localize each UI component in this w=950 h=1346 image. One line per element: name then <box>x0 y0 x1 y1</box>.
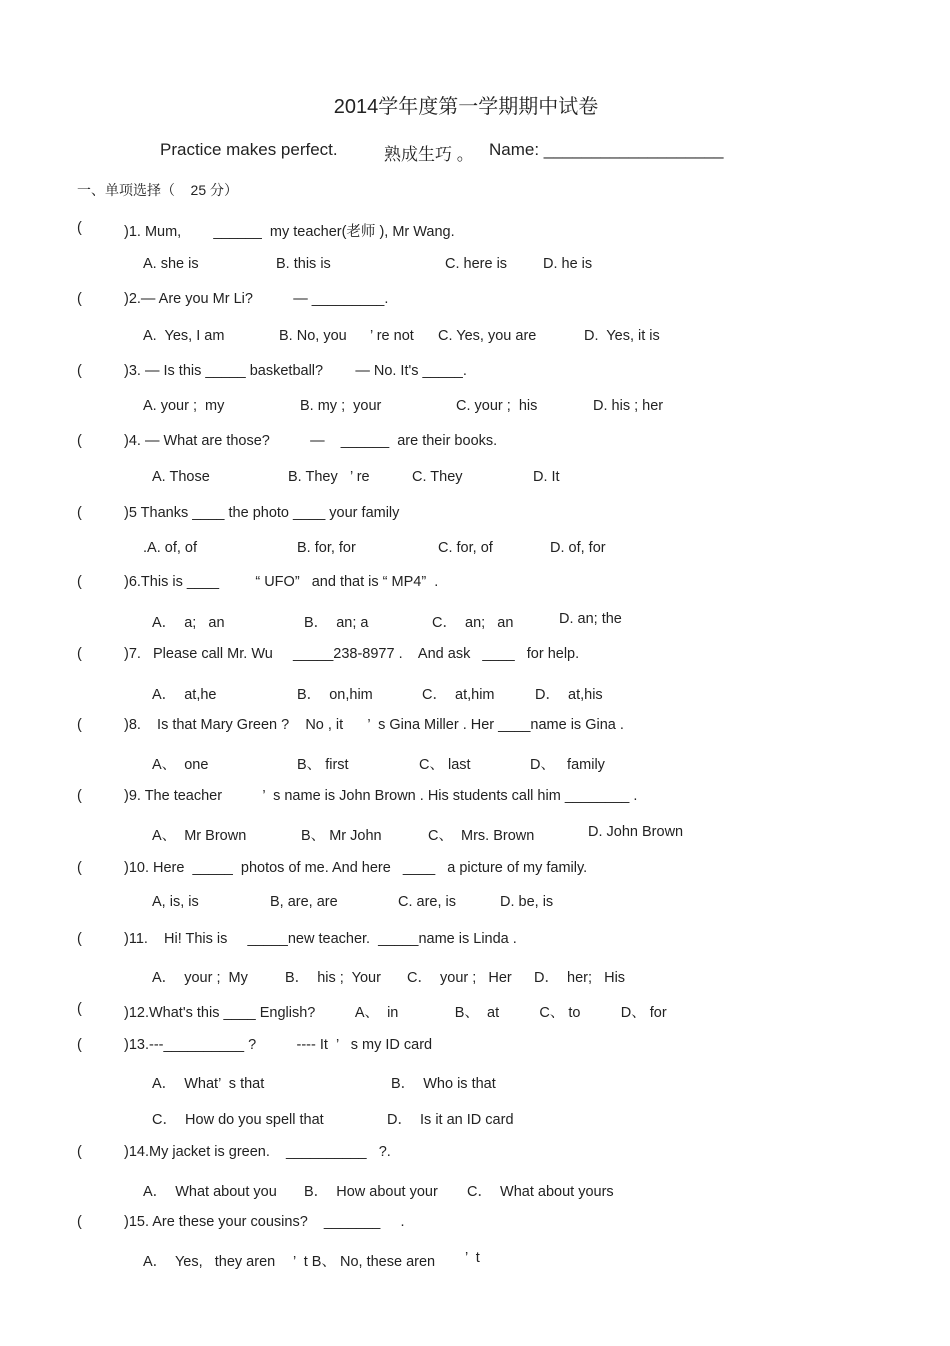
question-stem: )7. Please call Mr. Wu _____238-8977 . And ask ____ for help. <box>124 646 580 662</box>
answer-option: B． an; a <box>304 615 369 631</box>
question-stem: )13.---__________ ? ---- It ’ s my ID card <box>124 1037 433 1053</box>
answer-option: D． at,his <box>535 687 603 703</box>
motto-english: Practice makes perfect. <box>160 140 338 159</box>
answer-option: B, are, are <box>270 894 338 910</box>
answer-option: D. he is <box>543 256 593 272</box>
answer-paren: ( <box>77 433 82 449</box>
answer-option: C． How do you spell that <box>152 1112 324 1128</box>
exam-title: 2014学年度第一学期期中试卷 <box>333 96 599 118</box>
answer-option: D． Is it an ID card <box>387 1112 514 1128</box>
answer-option: B． Who is that <box>391 1076 496 1092</box>
answer-option: C、 last <box>419 757 471 773</box>
answer-option: ’ re not <box>370 328 414 344</box>
answer-option: C． your ; Her <box>407 970 512 986</box>
answer-paren: ( <box>77 1214 82 1230</box>
answer-option: A、 one <box>152 757 209 773</box>
answer-option: C． at,him <box>422 687 495 703</box>
answer-option: B. for, for <box>297 540 356 556</box>
answer-paren: ( <box>77 646 82 662</box>
answer-option: C. are, is <box>398 894 457 910</box>
answer-option: B. my ; your <box>300 398 382 414</box>
question-stem: )14.My jacket is green. __________ ?. <box>124 1144 391 1160</box>
answer-option: B、 Mr John <box>301 828 382 844</box>
question-stem: )3. — Is this _____ basketball? — No. It's _____. <box>124 363 467 379</box>
answer-option: D. his ; her <box>593 398 664 414</box>
answer-option: .A. of, of <box>143 540 197 556</box>
answer-option: D． her; His <box>534 970 626 986</box>
answer-option: A． your ; My <box>152 970 248 986</box>
name-field: Name: ___________________ <box>489 140 724 159</box>
answer-option: A． What’ s that <box>152 1076 265 1092</box>
question-stem: )8. Is that Mary Green ? No , it ’ s Gina Miller . Her ____name is Gina . <box>124 717 624 733</box>
answer-option: C. for, of <box>438 540 493 556</box>
answer-option: D. be, is <box>500 894 554 910</box>
answer-paren: ( <box>77 505 82 521</box>
answer-option: C. your ; his <box>456 398 538 414</box>
question-stem: )6.This is ____ “ UFO” and that is “ MP4” . <box>124 574 439 590</box>
answer-paren: ( <box>77 291 82 307</box>
question-stem: )5 Thanks ____ the photo ____ your family <box>124 505 400 521</box>
answer-option: C、 Mrs. Brown <box>428 828 535 844</box>
answer-paren: ( <box>77 574 82 590</box>
answer-option: B. No, you <box>279 328 347 344</box>
answer-option: C. here is <box>445 256 508 272</box>
answer-paren: ( <box>77 363 82 379</box>
answer-paren: ( <box>77 788 82 804</box>
answer-paren: ( <box>77 1001 82 1017</box>
answer-option: D. Yes, it is <box>584 328 660 344</box>
question-stem: )11. Hi! This is _____new teacher. _____name is Linda . <box>124 931 517 947</box>
answer-option: B. this is <box>276 256 331 272</box>
answer-option: D、 family <box>530 757 605 773</box>
answer-option: D. of, for <box>550 540 606 556</box>
answer-paren: ( <box>77 1037 82 1053</box>
answer-option: B． How about your <box>304 1184 438 1200</box>
answer-option: C. Yes, you are <box>438 328 537 344</box>
answer-paren: ( <box>77 1144 82 1160</box>
answer-option: A． at,he <box>152 687 217 703</box>
answer-option: A. your ; my <box>143 398 225 414</box>
question-stem: )2.— Are you Mr Li? — _________. <box>124 291 389 307</box>
answer-option: C． an; an <box>432 615 514 631</box>
answer-option: B、 first <box>297 757 349 773</box>
answer-option: B． his ; Your <box>285 970 381 986</box>
answer-option: C. They <box>412 469 463 485</box>
answer-option: D. John Brown <box>588 824 684 840</box>
answer-option: A. Yes, I am <box>143 328 225 344</box>
answer-option: D. an; the <box>559 611 622 627</box>
answer-paren: ( <box>77 860 82 876</box>
answer-option: A. she is <box>143 256 199 272</box>
question-stem: )1. Mum, ______ my teacher(老师 ), Mr Wang. <box>124 224 455 240</box>
question-stem: )10. Here _____ photos of me. And here ____ a picture of my family. <box>124 860 588 876</box>
answer-paren: ( <box>77 931 82 947</box>
answer-option: ’ t <box>465 1250 480 1266</box>
answer-option: B. They <box>288 469 338 485</box>
question-stem: )4. — What are those? — ______ are their books. <box>124 433 498 449</box>
question-stem: )12.What's this ____ English? A、 in B、 at C、 to D、 for <box>124 1005 667 1021</box>
section-heading: 一、单项选择（ 25 分） <box>77 182 239 198</box>
answer-option: ’ re <box>350 469 370 485</box>
answer-option: ’ t B、 No, these aren <box>293 1254 436 1270</box>
question-stem: )15. Are these your cousins? _______ . <box>124 1214 405 1230</box>
question-stem: )9. The teacher ’ s name is John Brown . His students call him ________ . <box>124 788 638 804</box>
answer-option: D. It <box>533 469 560 485</box>
answer-option: A、 Mr Brown <box>152 828 247 844</box>
answer-option: A. Those <box>152 469 210 485</box>
answer-option: C． What about yours <box>467 1184 614 1200</box>
answer-option: A． a; an <box>152 615 225 631</box>
answer-option: A, is, is <box>152 894 199 910</box>
answer-option: A． Yes, they aren <box>143 1254 276 1270</box>
motto-chinese: 熟成生巧 。 <box>384 145 474 164</box>
answer-option: B． on,him <box>297 687 373 703</box>
answer-option: A． What about you <box>143 1184 277 1200</box>
answer-paren: ( <box>77 717 82 733</box>
answer-paren: ( <box>77 220 82 236</box>
